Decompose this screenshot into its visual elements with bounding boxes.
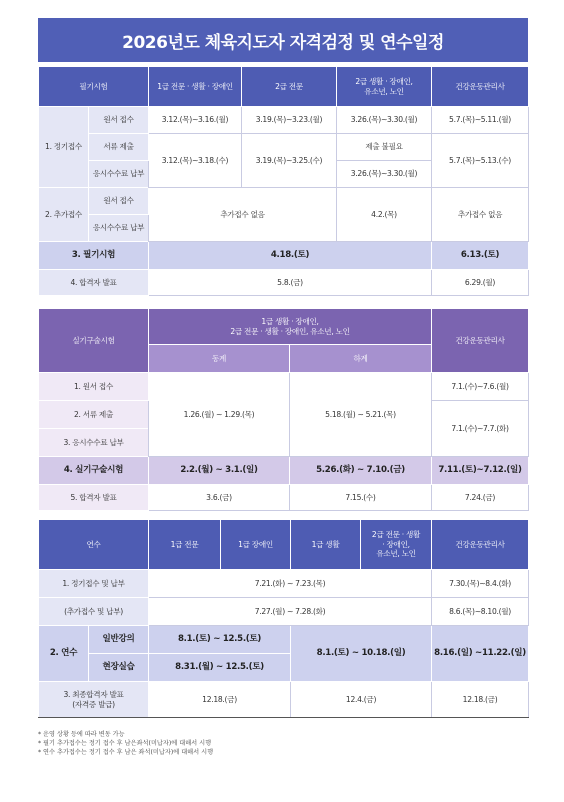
regular-apply-c4: 5.7.(목)~5.11.(월) <box>432 107 529 134</box>
additional-c3: 4.2.(목) <box>337 188 432 242</box>
practical-col-summer: 하계 <box>290 345 432 373</box>
additional-apply-label: 원서 접수 <box>89 188 149 215</box>
regular-docs-c1: 3.12.(목)~3.18.(수) <box>149 134 242 188</box>
regular-apply-c3: 3.26.(목)~3.30.(월) <box>337 107 432 134</box>
training-regular-health: 7.30.(목)~8.4.(화) <box>432 570 529 598</box>
practical-fee-label: 3. 응시수수료 납부 <box>39 429 149 457</box>
page-title: 2026년도 체육지도자 자격검정 및 연수일정 <box>38 18 528 62</box>
training-regular-label: 1. 정기접수 및 납부 <box>39 570 149 598</box>
training-additional-health: 8.6.(목)~8.10.(월) <box>432 598 529 626</box>
written-exam-label: 3. 필기시험 <box>39 242 149 270</box>
practical-group-header: 1급 생활 · 장애인, 2급 전문 · 생활 · 장애인, 유소년, 노인 <box>149 309 432 345</box>
written-pass-label: 4. 합격자 발표 <box>39 270 149 296</box>
practical-exam-health: 7.11.(토)~7.12.(일) <box>432 457 529 485</box>
training-final-c3: 12.18.(금) <box>432 682 529 718</box>
additional-none-2: 추가접수 없음 <box>432 188 529 242</box>
training-col-grade1-disabled: 1급 장애인 <box>221 520 291 570</box>
training-col-grade1-pro: 1급 전문 <box>149 520 221 570</box>
practical-exam-winter: 2.2.(월) ~ 3.1.(일) <box>149 457 290 485</box>
practical-pass-winter: 3.6.(금) <box>149 485 290 511</box>
written-col-health: 건강운동관리사 <box>432 67 529 107</box>
regular-docs-label: 서류 제출 <box>89 134 149 161</box>
practical-docs-label: 2. 서류 제출 <box>39 401 149 429</box>
training-health-date: 8.16.(일) ~11.22.(일) <box>432 626 529 682</box>
written-pass-date: 5.8.(금) <box>149 270 432 296</box>
training-col-health: 건강운동관리사 <box>432 520 529 570</box>
regular-apply-c2: 3.19.(목)~3.23.(월) <box>242 107 337 134</box>
training-col-grade2: 2급 전문 · 생활 · 장애인, 유소년, 노인 <box>361 520 432 570</box>
regular-apply-label: 원서 접수 <box>89 107 149 134</box>
practical-exam-label: 4. 실기구술시험 <box>39 457 149 485</box>
regular-docs-c2: 3.19.(목)~3.25.(수) <box>242 134 337 188</box>
practical-exam-summer: 5.26.(화) ~ 7.10.(금) <box>290 457 432 485</box>
practical-col-health: 건강운동관리사 <box>432 309 529 373</box>
practical-apply-label: 1. 원서 접수 <box>39 373 149 401</box>
training-header: 연수 <box>39 520 149 570</box>
training-main-label: 2. 연수 <box>39 626 89 682</box>
practical-summer-period: 5.18.(월) ~ 5.21.(목) <box>290 373 432 457</box>
regular-fee-label: 응시수수료 납부 <box>89 161 149 188</box>
written-header: 필기시험 <box>39 67 149 107</box>
additional-label: 2. 추가접수 <box>39 188 89 242</box>
training-additional-label: (추가접수 및 납부) <box>39 598 149 626</box>
additional-fee-label: 응시수수료 납부 <box>89 215 149 242</box>
training-final-label: 3. 최종합격자 발표 (자격증 발급) <box>39 682 149 718</box>
regular-docs-c3: 제출 불필요 <box>337 134 432 161</box>
regular-docs-c4: 5.7.(목)~5.13.(수) <box>432 134 529 188</box>
training-additional-date: 7.27.(월) ~ 7.28.(화) <box>149 598 432 626</box>
training-lecture-date: 8.1.(토) ~ 12.5.(토) <box>149 626 291 654</box>
regular-label: 1. 정기접수 <box>39 107 89 188</box>
written-exam-table <box>38 66 529 296</box>
footnote: * 연수 추가접수는 정기 접수 후 남은 좌석(미납자)에 대해서 시행 <box>38 748 214 756</box>
regular-fee-c3: 3.26.(목)~3.30.(월) <box>337 161 432 188</box>
written-col-grade2-pro: 2급 전문 <box>242 67 337 107</box>
practical-col-winter: 동계 <box>149 345 290 373</box>
written-col-grade1: 1급 전문 · 생활 · 장애인 <box>149 67 242 107</box>
written-col-grade2-life: 2급 생활 · 장애인, 유소년, 노인 <box>337 67 432 107</box>
practical-winter-period: 1.26.(월) ~ 1.29.(목) <box>149 373 290 457</box>
practical-pass-summer: 7.15.(수) <box>290 485 432 511</box>
written-exam-date-health: 6.13.(토) <box>432 242 529 270</box>
practical-exam-table <box>38 308 529 511</box>
written-exam-date: 4.18.(토) <box>149 242 432 270</box>
footnote: * 운영 상황 등에 따라 변동 가능 <box>38 731 125 738</box>
practical-header: 실기구술시험 <box>39 309 149 373</box>
training-col-grade1-life: 1급 생활 <box>291 520 361 570</box>
written-pass-date-health: 6.29.(월) <box>432 270 529 296</box>
training-final-c1: 12.18.(금) <box>149 682 291 718</box>
practical-pass-health: 7.24.(금) <box>432 485 529 511</box>
training-lecture-label: 일반강의 <box>89 626 149 654</box>
training-table <box>38 519 529 718</box>
footnote: * 필기 추가접수는 정기 접수 후 남은좌석(미납자)에 대해서 시행 <box>38 739 212 747</box>
practical-health-docs: 7.1.(수)~7.7.(화) <box>432 401 529 457</box>
additional-none-1: 추가접수 없음 <box>149 188 337 242</box>
training-practice-label: 현장실습 <box>89 654 149 682</box>
practical-health-apply: 7.1.(수)~7.6.(월) <box>432 373 529 401</box>
regular-apply-c1: 3.12.(목)~3.16.(월) <box>149 107 242 134</box>
footnotes <box>38 731 528 758</box>
training-practice-date: 8.31.(월) ~ 12.5.(토) <box>149 654 291 682</box>
training-regular-date: 7.21.(화) ~ 7.23.(목) <box>149 570 432 598</box>
training-final-c2: 12.4.(금) <box>291 682 432 718</box>
practical-pass-label: 5. 합격자 발표 <box>39 485 149 511</box>
training-general-date: 8.1.(토) ~ 10.18.(일) <box>291 626 432 682</box>
